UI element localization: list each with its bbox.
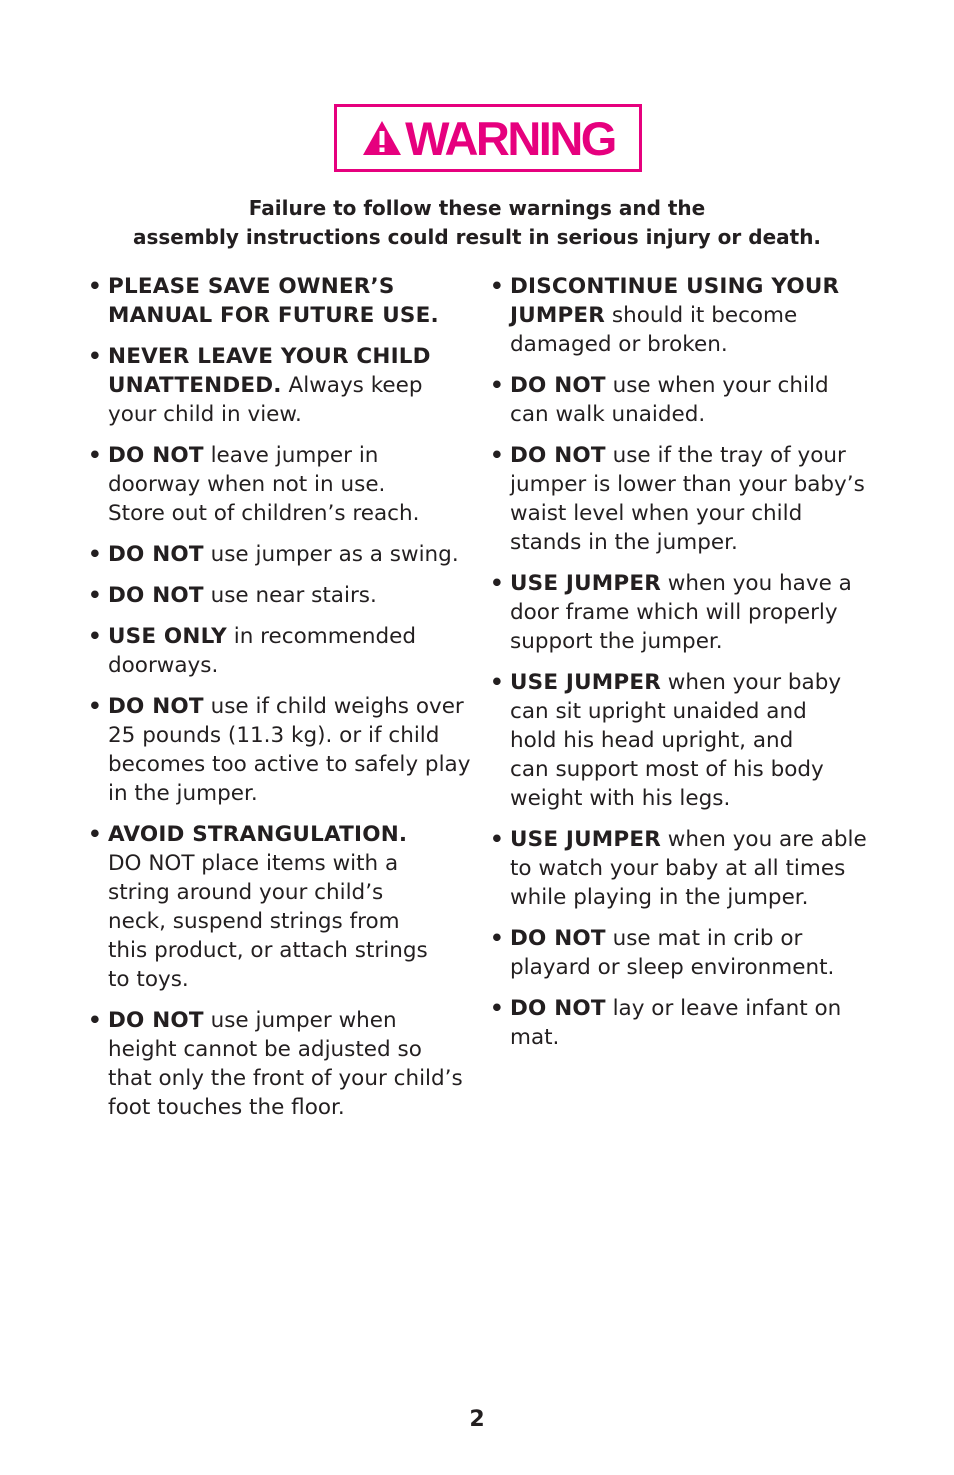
warning-item-text: use if child weighs over 25 pounds (11.3 kg). or if child becomes too active to safely play in the jumper. — [108, 694, 471, 806]
warning-item-emphasis: DO NOT — [108, 1008, 204, 1033]
bullet: • — [88, 542, 102, 567]
warning-item-emphasis: NEVER LEAVE YOUR CHILD UNATTENDED. — [108, 344, 431, 398]
warning-item — [490, 569, 870, 656]
warning-item-emphasis: AVOID STRANGULATION. — [108, 822, 408, 847]
warning-item — [88, 441, 478, 528]
warning-item-text: when you are able to watch your baby at all times while playing in the jumper. — [510, 827, 867, 910]
warning-item — [88, 820, 478, 994]
bullet: • — [88, 694, 102, 719]
warning-item-text: when your baby can sit upright unaided and hold his head upright, and can support most of his body weight with his legs. — [510, 670, 842, 811]
warning-item-text: use if the tray of your jumper is lower than your baby’s waist level when your child stands in the jumper. — [510, 443, 865, 555]
warning-item-emphasis: DO NOT — [108, 583, 204, 608]
warning-item-emphasis: USE JUMPER — [510, 670, 661, 695]
warning-item-emphasis: DO NOT — [510, 443, 606, 468]
warning-item — [88, 622, 478, 680]
warning-banner — [334, 104, 642, 172]
warning-item — [88, 692, 478, 808]
warning-item-text: when you have a door frame which will properly support the jumper. — [510, 571, 852, 654]
warning-item-text: should it become damaged or broken. — [510, 303, 798, 357]
warning-item — [490, 668, 870, 813]
warning-item — [490, 924, 870, 982]
warning-item-emphasis: DISCONTINUE USING YOUR JUMPER — [510, 274, 840, 328]
bullet: • — [88, 344, 102, 369]
left-warning-column — [88, 272, 478, 1134]
bullet: • — [490, 827, 504, 852]
warning-triangle-icon — [361, 119, 403, 157]
warning-item — [490, 994, 870, 1052]
warning-title: WARNING — [405, 111, 615, 165]
warning-item-emphasis: DO NOT — [108, 542, 204, 567]
bullet: • — [88, 583, 102, 608]
warning-item-emphasis: USE JUMPER — [510, 827, 661, 852]
bullet: • — [490, 926, 504, 951]
right-warning-column — [490, 272, 870, 1064]
bullet: • — [88, 443, 102, 468]
warning-item-emphasis: DO NOT — [510, 996, 606, 1021]
warning-item — [88, 581, 478, 610]
warning-item-text: use mat in crib or playard or sleep environment. — [510, 926, 835, 980]
warning-item — [88, 1006, 478, 1122]
bullet: • — [88, 274, 102, 299]
warning-item-text: in recommended doorways. — [108, 624, 417, 678]
warning-item — [490, 825, 870, 912]
bullet: • — [490, 274, 504, 299]
warning-item-text: leave jumper in doorway when not in use. Store out of children’s reach. — [108, 443, 420, 526]
warning-item-emphasis: USE JUMPER — [510, 571, 661, 596]
warning-item — [88, 540, 478, 569]
bullet: • — [490, 443, 504, 468]
warning-item — [490, 371, 870, 429]
intro-line-2: assembly instructions could result in serious injury or death. — [132, 225, 822, 249]
intro-statement — [0, 194, 954, 252]
warning-item — [490, 272, 870, 359]
warning-item — [88, 342, 478, 429]
page-number: 2 — [469, 1407, 485, 1432]
warning-item — [490, 441, 870, 557]
warning-item-text: use when your child can walk unaided. — [510, 373, 829, 427]
warning-item-text: use jumper as a swing. — [203, 542, 459, 567]
warning-item-text: use jumper when height cannot be adjusted so that only the front of your child’s foot touches the floor. — [108, 1008, 463, 1120]
warning-item-text: DO NOT place items with a string around your child’s neck, suspend strings from this product, or attach strings to toys. — [108, 851, 428, 992]
warning-item-emphasis: DO NOT — [108, 443, 204, 468]
warning-item-text: lay or leave infant on mat. — [510, 996, 842, 1050]
warning-item-text: use near stairs. — [203, 583, 377, 608]
warning-item-emphasis: USE ONLY — [108, 624, 227, 649]
warning-item-emphasis: DO NOT — [510, 373, 606, 398]
bullet: • — [88, 822, 102, 847]
bullet: • — [490, 373, 504, 398]
bullet: • — [88, 624, 102, 649]
warning-item-emphasis: DO NOT — [108, 694, 204, 719]
bullet: • — [490, 670, 504, 695]
warning-item — [88, 272, 478, 330]
warning-item-emphasis: PLEASE SAVE OWNER’S MANUAL FOR FUTURE USE. — [108, 274, 439, 328]
intro-line-1: Failure to follow these warnings and the — [248, 196, 706, 220]
warning-item-emphasis: DO NOT — [510, 926, 606, 951]
bullet: • — [88, 1008, 102, 1033]
bullet: • — [490, 996, 504, 1021]
bullet: • — [490, 571, 504, 596]
warning-item-text: Always keep your child in view. — [108, 373, 423, 427]
